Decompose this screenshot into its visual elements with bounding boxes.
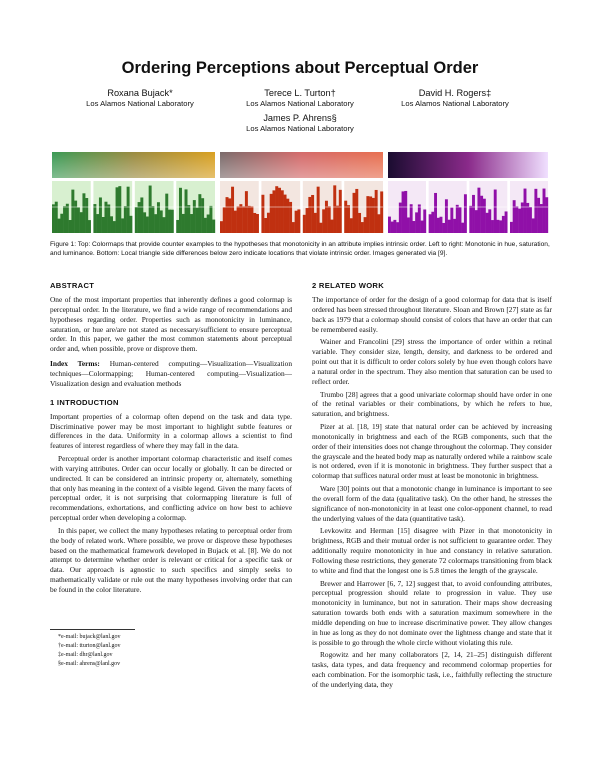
related-paragraph: Trumbo [28] agrees that a good univariate colormap should have order in one of the retinal variables or their combinations, by which he refers to hue, saturation, and brightness.: [312, 389, 552, 419]
difference-bar: [442, 223, 445, 233]
author-name: Roxana Bujack*: [107, 88, 173, 98]
difference-bar: [52, 204, 55, 233]
figure-1: [50, 150, 550, 235]
difference-bar: [440, 217, 443, 233]
difference-bar: [149, 186, 152, 233]
difference-bar: [355, 189, 358, 233]
related-paragraph: Wainer and Francolini [29] stress the importance of order within a retinal variable. They consider size, length, density, and darkness to be ordered and point out that it is difficult to order colors solely by hue even though colors have a natural order in the spectrum. They also mention that saturation can be used to reflect order.: [312, 337, 552, 386]
difference-bar: [464, 194, 467, 233]
author-affiliation: Los Alamos National Laboratory: [86, 99, 194, 108]
difference-bar: [469, 206, 472, 233]
difference-bar: [190, 214, 193, 233]
footnote: §e-mail: ahrens@lanl.gov: [58, 661, 121, 667]
difference-bar: [412, 221, 415, 233]
difference-bar: [396, 222, 399, 233]
difference-bar: [410, 204, 413, 233]
colormap-saturation-shade: [220, 152, 383, 178]
difference-bar: [231, 187, 234, 233]
related-work-heading: 2 RELATED WORK: [312, 281, 384, 290]
difference-bar: [198, 194, 201, 233]
author-name: David H. Rogers‡: [418, 88, 492, 98]
difference-bar: [60, 214, 63, 233]
difference-bar: [143, 212, 146, 233]
difference-bar: [372, 198, 375, 233]
author-affiliation: Los Alamos National Laboratory: [401, 99, 509, 108]
difference-bar: [456, 205, 459, 233]
difference-bar: [515, 206, 518, 233]
related-paragraph: Brewer and Harrower [6, 7, 12] suggest that, to avoid confounding attributes, perceptual progression should relate to progression in value. They use monotonicity in luminance, but not in saturation. Their maps show decreasing saturation towards both ends with a saturation maximum somewhere in the middle depending on hue to increase discriminative power. They allow changes in hue as long as they do not dominate over the lightness change and state that it is possible to go through the whole circle without violating this rule.: [312, 578, 552, 647]
right-column: [312, 281, 552, 693]
difference-bar: [121, 218, 124, 233]
difference-bar: [253, 213, 256, 233]
difference-bar: [415, 212, 418, 233]
difference-bar: [545, 197, 548, 233]
abstract-heading: ABSTRACT: [50, 281, 95, 290]
difference-bar: [445, 199, 448, 233]
index-terms-text: Human-centered computing—Visualization—Visualization techniques—Colormapping; Human-centered computing—Visualization—Visualization design and evaluation methods: [50, 359, 292, 388]
difference-bar: [204, 218, 207, 233]
difference-bar: [220, 221, 223, 233]
difference-bar: [532, 218, 535, 233]
difference-bar: [272, 190, 275, 233]
difference-bar: [278, 188, 281, 233]
author-affiliation: Los Alamos National Laboratory: [246, 124, 354, 133]
author-name: James P. Ahrens§: [263, 113, 337, 123]
difference-bar: [71, 190, 74, 233]
difference-bar: [234, 211, 237, 233]
difference-bar: [308, 197, 311, 233]
index-terms-label: Index Terms:: [50, 359, 100, 369]
difference-bar: [472, 195, 475, 233]
difference-bar: [297, 209, 300, 233]
difference-bar: [179, 188, 182, 233]
difference-bar: [450, 208, 453, 233]
footnote: *e-mail: bujack@lanl.gov: [58, 634, 121, 640]
difference-bar: [107, 204, 110, 233]
difference-plots: [52, 181, 548, 233]
colormap-hue-shade: [52, 152, 215, 178]
intro-paragraph: In this paper, we collect the many hypotheses relating to perceptual order from the body of related work. Where possible, we prove or disprove these hypotheses based on the mathematical framework developed in Bujack et al. [8]. We do not attempt to determine whether order is relevant or critical for a specific task or data. Our approach is agnostic to such specifics and simply seeks to mathematically validate or rule out the many hypotheses involving order that can be found in the color literature.: [50, 525, 292, 594]
difference-bar: [93, 204, 96, 233]
related-paragraph: Rogowitz and her many collaborators [2, 14, 21–25] distinguish different tasks, data types, and data frequency and recommend colormap properties for each combination. For the isomorphic task, i.e., faithfully reflecting the structure of the underlying data, they: [312, 650, 552, 689]
difference-bar: [82, 193, 85, 233]
difference-bar: [228, 198, 231, 233]
footnotes: [58, 633, 258, 669]
difference-bar: [358, 213, 361, 233]
difference-bar: [284, 195, 287, 233]
difference-bar: [518, 209, 521, 233]
difference-bar: [483, 199, 486, 233]
difference-bar: [344, 201, 347, 233]
difference-bar: [165, 194, 168, 233]
difference-bar: [58, 219, 61, 233]
difference-bar: [281, 190, 284, 233]
difference-bar: [295, 211, 298, 233]
difference-bar: [196, 208, 199, 233]
difference-bar: [245, 191, 248, 233]
difference-bar: [261, 195, 264, 233]
difference-bar: [162, 217, 165, 233]
footnote-rule: [50, 629, 135, 630]
figure-caption: Figure 1: Top: Colormaps that provide counter examples to the hypotheses that monotonicity in an attribute implies intrinsic order. Left to right: Monotonic in hue, saturation, and luminance. Bottom: Local triangle side differences below zero indicate locations that violate intrinsic order. Images generated via [9].: [50, 241, 550, 258]
difference-bar: [361, 222, 364, 233]
difference-bar: [333, 185, 336, 233]
difference-bar: [418, 204, 421, 233]
difference-bar: [477, 188, 480, 233]
difference-bar: [135, 207, 138, 233]
difference-bar: [110, 216, 113, 233]
difference-bar: [461, 223, 464, 233]
difference-bar: [212, 220, 215, 233]
difference-bar: [129, 216, 132, 233]
difference-bar: [113, 221, 116, 233]
difference-bar: [264, 218, 267, 233]
difference-bar: [127, 187, 130, 233]
difference-bar: [185, 189, 188, 233]
difference-bar: [55, 202, 58, 233]
difference-bar: [402, 191, 405, 233]
difference-bar: [404, 191, 407, 233]
difference-bar: [486, 213, 489, 233]
difference-bar: [275, 186, 278, 233]
difference-bar: [388, 217, 391, 233]
difference-bar: [453, 219, 456, 233]
difference-bar: [124, 206, 127, 233]
difference-bar: [423, 209, 426, 233]
difference-bar: [339, 190, 342, 233]
difference-bar: [431, 212, 434, 233]
difference-bar: [496, 220, 499, 233]
difference-bar: [267, 213, 270, 233]
difference-bar: [292, 222, 295, 233]
difference-bar: [314, 213, 317, 233]
difference-bar: [207, 214, 210, 233]
footnote: ‡e-mail: dhr@lanl.gov: [58, 652, 113, 658]
difference-bar: [209, 206, 212, 233]
difference-bar: [488, 209, 491, 233]
difference-bar: [289, 202, 292, 233]
difference-bar: [270, 194, 273, 233]
introduction-heading: 1 INTRODUCTION: [50, 397, 119, 407]
difference-bar: [437, 218, 440, 233]
intro-paragraph: Perceptual order is another important colormap characteristic and itself comes with varying attributes. Order can occur locally or globally. It can be directed or undirected. It can be considered an intrinsic property or, alternately, something that only has meaning in the context of a visible legend. Given the many facets of perceptual order, it is not surprising that colormapping literature is full of recommendations, exhortations, and conflicting advice on how best to achieve perceptual order when developing a colormap.: [50, 454, 292, 523]
difference-bar: [347, 205, 350, 233]
difference-bar: [448, 220, 451, 233]
difference-bar: [176, 220, 179, 233]
difference-bar: [80, 212, 83, 233]
author-block: [220, 88, 380, 108]
paper-title: Ordering Perceptions about Perceptual Order: [121, 59, 479, 77]
difference-bar: [242, 206, 245, 233]
author-affiliation: Los Alamos National Laboratory: [246, 99, 354, 108]
difference-bar: [380, 191, 383, 233]
difference-bar: [182, 214, 185, 233]
related-paragraph: The importance of order for the design of a good colormap for data that is itself ordered has been stressed throughout literature. Sloan and Brown [27] state as far back as 1979 that a colormap should consist of colors that have an order that can be remembered easily.: [312, 295, 552, 334]
author-name: Terece L. Turton†: [264, 88, 336, 98]
difference-bar: [69, 220, 72, 233]
difference-bar: [77, 207, 80, 233]
difference-bar: [319, 223, 322, 233]
difference-bar: [459, 207, 462, 233]
difference-bar: [74, 201, 77, 233]
difference-bar: [171, 210, 174, 233]
difference-bar: [96, 214, 99, 233]
difference-bar: [369, 196, 372, 233]
author-block: [220, 113, 380, 133]
difference-bar: [201, 198, 204, 233]
difference-bar: [116, 187, 119, 233]
difference-bar: [168, 210, 171, 233]
difference-bar: [140, 197, 143, 233]
index-terms: [50, 359, 292, 388]
abstract-text: One of the most important properties that inherently defines a good colormap is perceptual order. In the literature, we find a wide range of recommendations and hypotheses regarding order. Properties such as monotonicity in luminance, saturation, or hue are/are not stated as necessary/sufficient to ensure perceptual order. In this paper, we gather the most common statements about perceptual order and, when possible, prove or disprove them.: [50, 295, 292, 354]
related-paragraph: Levkowitz and Herman [15] disagree with Pizer in that monotonicity in brightness, RGB and their mutual order is not sufficient to guarantee order. They additionally require monotonicity in hue and constancy in relative saturation. Following these restrictions, they generate 72 colormaps transitioning from black to white and find that the longest one is 5.8 times the length of the grayscale.: [312, 526, 552, 575]
difference-bar: [248, 206, 251, 233]
difference-bar: [250, 206, 253, 233]
difference-bar: [375, 190, 378, 233]
difference-bar: [366, 196, 369, 233]
difference-bar: [499, 220, 502, 233]
difference-bar: [306, 208, 309, 233]
difference-bar: [85, 198, 88, 233]
author-block: [370, 88, 540, 108]
difference-bar: [543, 189, 546, 233]
difference-bar: [187, 205, 190, 233]
difference-bar: [524, 189, 527, 233]
difference-bar: [475, 210, 478, 233]
difference-bar: [160, 210, 163, 233]
difference-bar: [350, 218, 353, 233]
difference-bar: [407, 217, 410, 233]
difference-bar: [325, 201, 328, 233]
difference-bar: [391, 222, 394, 233]
related-paragraph: Ware [30] points out that a monotonic change in luminance is important to see the overall form of the data (qualitative task). On the other hand, he stresses the significance of non-monotonicity in at least one color-opponent channel, to read the underlying values of the data (quantitative task).: [312, 484, 552, 523]
difference-bar: [239, 204, 242, 233]
related-paragraph: Pizer at al. [18, 19] state that natural order can be achieved by increasing monotonically in brightness and each of the RGB components, such that the order of their intensities does not change throughout the colormap. They consider the grayscale and the heated body map as naturally ordered while a rainbow scale is not ordered, even if it is monotonic in brightness. They further suspect that a colormap that suffices natural order must at least be monotonic in brightness.: [312, 422, 552, 481]
difference-bar: [303, 215, 306, 233]
difference-bar: [377, 214, 380, 233]
difference-bar: [537, 198, 540, 233]
difference-bar: [193, 200, 196, 233]
difference-bar: [513, 200, 516, 233]
difference-bar: [286, 199, 289, 233]
difference-bar: [63, 206, 66, 233]
difference-bar: [540, 204, 543, 233]
difference-bar: [317, 187, 320, 233]
difference-bar: [505, 211, 508, 233]
difference-bar: [353, 193, 356, 233]
difference-bar: [328, 206, 331, 233]
difference-bar: [104, 202, 107, 233]
difference-bar: [88, 220, 91, 233]
difference-bar: [429, 214, 432, 233]
difference-bar: [510, 222, 513, 233]
difference-bar: [226, 197, 229, 233]
intro-paragraph: Important properties of a colormap often depend on the task and data type. Discriminative power may be most important to highlight subtle features or differences in the data. Uniformity in a colormap allows a scientist to find features of interest regardless of where they may fall in the data.: [50, 411, 292, 451]
difference-bar: [434, 193, 437, 233]
difference-bar: [311, 195, 314, 233]
difference-bar: [146, 217, 149, 233]
difference-bar: [256, 214, 259, 233]
difference-bar: [118, 186, 121, 233]
difference-bar: [237, 206, 240, 233]
difference-bar: [491, 220, 494, 233]
author-block: [60, 88, 220, 108]
difference-bar: [529, 207, 532, 233]
difference-bar: [480, 196, 483, 233]
difference-bar: [99, 197, 102, 233]
difference-bar: [393, 220, 396, 233]
difference-bar: [154, 214, 157, 233]
difference-bar: [330, 220, 333, 233]
left-column: [50, 281, 292, 598]
difference-bar: [102, 217, 105, 233]
colormap-luminance: [388, 152, 548, 178]
difference-bar: [534, 189, 537, 233]
difference-bar: [502, 216, 505, 233]
footnote: †e-mail: tturton@lanl.gov: [58, 643, 121, 649]
difference-bar: [421, 221, 424, 233]
difference-bar: [322, 209, 325, 233]
difference-bar: [151, 206, 154, 233]
difference-bar: [526, 203, 529, 233]
difference-bar: [364, 217, 367, 233]
difference-bar: [336, 206, 339, 233]
difference-bar: [66, 204, 69, 233]
difference-bar: [494, 190, 497, 233]
difference-bar: [223, 207, 226, 233]
